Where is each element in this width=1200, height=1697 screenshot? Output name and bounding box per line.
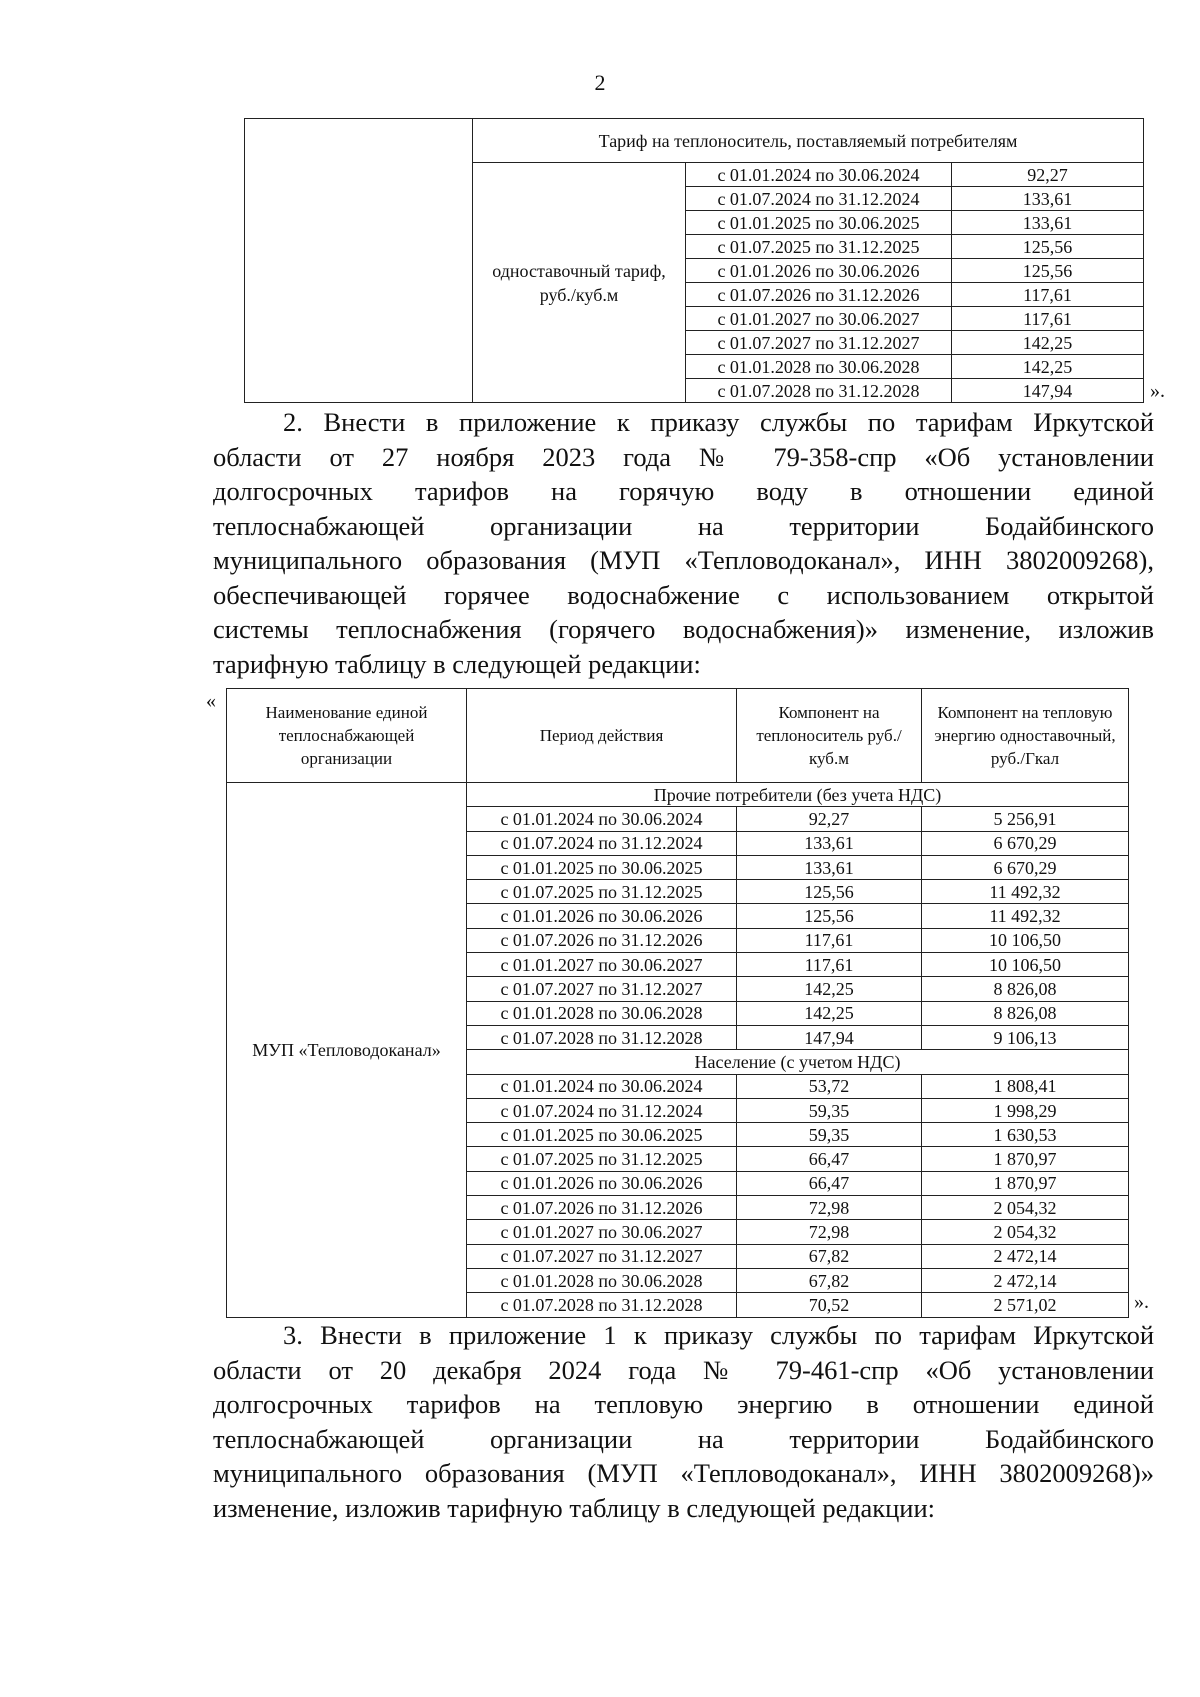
group-title: Население (с учетом НДС) xyxy=(467,1050,1129,1074)
paragraph-line: области от 20 декабря 2024 года № 79-461-спр «Об установлении xyxy=(213,1354,1154,1385)
period-cell: с 01.01.2026 по 30.06.2026 xyxy=(467,904,737,928)
header-period: Период действия xyxy=(467,689,737,783)
page-number: 2 xyxy=(594,70,606,95)
carrier-value: 117,61 xyxy=(737,928,922,952)
period-cell: с 01.01.2025 по 30.06.2025 xyxy=(686,211,952,235)
carrier-value: 133,61 xyxy=(737,831,922,855)
tariff-value: 142,25 xyxy=(952,331,1144,355)
paragraph-2 xyxy=(213,405,1154,681)
table1-closing-quote: ». xyxy=(1150,380,1165,402)
paragraph-line: муниципального образования (МУП «Тепловодоканал», ИНН 3802009268), xyxy=(213,545,1154,575)
group-title: Прочие потребители (без учета НДС) xyxy=(467,783,1129,807)
tariff-value: 92,27 xyxy=(952,163,1144,187)
energy-value: 1 630,53 xyxy=(922,1123,1129,1147)
carrier-value: 92,27 xyxy=(737,807,922,831)
carrier-value: 53,72 xyxy=(737,1074,922,1098)
table1-header: Тариф на теплоноситель, поставляемый потребителям xyxy=(473,119,1144,163)
energy-value: 8 826,08 xyxy=(922,977,1129,1001)
paragraph-line: области от 27 ноября 2023 года № 79-358-спр «Об установлении xyxy=(213,441,1154,472)
paragraph-line: долгосрочных тарифов на тепловую энергию в отношении единой xyxy=(213,1389,1154,1419)
energy-value: 8 826,08 xyxy=(922,1001,1129,1025)
period-cell: с 01.01.2028 по 30.06.2028 xyxy=(686,355,952,379)
energy-value: 1 998,29 xyxy=(922,1098,1129,1122)
energy-value: 9 106,13 xyxy=(922,1025,1129,1049)
paragraph-line: теплоснабжающей организации на территории Бодайбинского xyxy=(213,510,1154,541)
header-energy: Компонент на тепловую энергию одноставочный, руб./Гкал xyxy=(922,689,1129,783)
period-cell: с 01.07.2025 по 31.12.2025 xyxy=(467,1147,737,1171)
period-cell: с 01.07.2028 по 31.12.2028 xyxy=(467,1293,737,1317)
period-cell: с 01.01.2024 по 30.06.2024 xyxy=(686,163,952,187)
period-cell: с 01.07.2027 по 31.12.2027 xyxy=(686,331,952,355)
carrier-value: 70,52 xyxy=(737,1293,922,1317)
period-cell: с 01.07.2027 по 31.12.2027 xyxy=(467,977,737,1001)
energy-value: 6 670,29 xyxy=(922,855,1129,879)
carrier-value: 59,35 xyxy=(737,1123,922,1147)
paragraph-line: системы теплоснабжения (горячего водоснабжения)» изменение, изложив xyxy=(213,614,1154,644)
paragraph-line: муниципального образования (МУП «Тепловодоканал», ИНН 3802009268)» xyxy=(213,1458,1154,1488)
carrier-value: 67,82 xyxy=(737,1268,922,1292)
period-cell: с 01.01.2024 по 30.06.2024 xyxy=(467,1074,737,1098)
period-cell: с 01.01.2027 по 30.06.2027 xyxy=(467,1220,737,1244)
energy-value: 11 492,32 xyxy=(922,880,1129,904)
carrier-value: 147,94 xyxy=(737,1025,922,1049)
carrier-tariff-table xyxy=(244,118,1144,403)
carrier-value: 142,25 xyxy=(737,977,922,1001)
table1-row-label: одноставочный тариф, руб./куб.м xyxy=(473,163,686,403)
carrier-value: 117,61 xyxy=(737,953,922,977)
tariff-value: 125,56 xyxy=(952,259,1144,283)
tariff-value: 133,61 xyxy=(952,187,1144,211)
carrier-value: 66,47 xyxy=(737,1171,922,1195)
period-cell: с 01.07.2025 по 31.12.2025 xyxy=(467,880,737,904)
energy-value: 2 054,32 xyxy=(922,1196,1129,1220)
tariff-value: 133,61 xyxy=(952,211,1144,235)
period-cell: с 01.07.2026 по 31.12.2026 xyxy=(686,283,952,307)
period-cell: с 01.07.2026 по 31.12.2026 xyxy=(467,1196,737,1220)
energy-value: 11 492,32 xyxy=(922,904,1129,928)
carrier-value: 125,56 xyxy=(737,880,922,904)
period-cell: с 01.07.2028 по 31.12.2028 xyxy=(686,379,952,403)
energy-value: 1 870,97 xyxy=(922,1147,1129,1171)
paragraph-line: 2. Внести в приложение к приказу службы по тарифам Иркутской xyxy=(283,407,1154,437)
period-cell: с 01.07.2024 по 31.12.2024 xyxy=(467,1098,737,1122)
tariff-value: 142,25 xyxy=(952,355,1144,379)
period-cell: с 01.01.2025 по 30.06.2025 xyxy=(467,1123,737,1147)
period-cell: с 01.07.2028 по 31.12.2028 xyxy=(467,1025,737,1049)
paragraph-line: долгосрочных тарифов на горячую воду в отношении единой xyxy=(213,476,1154,506)
carrier-value: 67,82 xyxy=(737,1244,922,1268)
period-cell: с 01.07.2026 по 31.12.2026 xyxy=(467,928,737,952)
energy-value: 2 472,14 xyxy=(922,1268,1129,1292)
empty-org-cell xyxy=(245,119,473,403)
period-cell: с 01.07.2024 по 31.12.2024 xyxy=(467,831,737,855)
carrier-value: 133,61 xyxy=(737,855,922,879)
tariff-value: 125,56 xyxy=(952,235,1144,259)
paragraph-line: 3. Внести в приложение 1 к приказу службы по тарифам Иркутской xyxy=(283,1320,1154,1350)
period-cell: с 01.01.2027 по 30.06.2027 xyxy=(467,953,737,977)
header-carrier: Компонент на теплоноситель руб./куб.м xyxy=(737,689,922,783)
energy-value: 1 870,97 xyxy=(922,1171,1129,1195)
period-cell: с 01.01.2024 по 30.06.2024 xyxy=(467,807,737,831)
energy-value: 2 054,32 xyxy=(922,1220,1129,1244)
carrier-value: 66,47 xyxy=(737,1147,922,1171)
table2-closing-quote: ». xyxy=(1134,1291,1149,1313)
period-cell: с 01.07.2027 по 31.12.2027 xyxy=(467,1244,737,1268)
tariff-value: 147,94 xyxy=(952,379,1144,403)
period-cell: с 01.07.2024 по 31.12.2024 xyxy=(686,187,952,211)
carrier-value: 72,98 xyxy=(737,1196,922,1220)
carrier-value: 72,98 xyxy=(737,1220,922,1244)
period-cell: с 01.01.2027 по 30.06.2027 xyxy=(686,307,952,331)
paragraph-line: изменение, изложив тарифную таблицу в следующей редакции: xyxy=(213,1492,936,1523)
tariff-value: 117,61 xyxy=(952,283,1144,307)
carrier-value: 59,35 xyxy=(737,1098,922,1122)
header-org: Наименование единой теплоснабжающей организации xyxy=(227,689,467,783)
energy-value: 10 106,50 xyxy=(922,953,1129,977)
period-cell: с 01.01.2025 по 30.06.2025 xyxy=(467,855,737,879)
paragraph-line: тарифную таблицу в следующей редакции: xyxy=(213,648,701,679)
energy-value: 1 808,41 xyxy=(922,1074,1129,1098)
period-cell: с 01.01.2028 по 30.06.2028 xyxy=(467,1268,737,1292)
paragraph-line: теплоснабжающей организации на территории Бодайбинского xyxy=(213,1423,1154,1454)
energy-value: 2 571,02 xyxy=(922,1293,1129,1317)
period-cell: с 01.01.2026 по 30.06.2026 xyxy=(686,259,952,283)
energy-value: 10 106,50 xyxy=(922,928,1129,952)
energy-value: 5 256,91 xyxy=(922,807,1129,831)
hot-water-tariff-table xyxy=(226,688,1129,1318)
table2-opening-quote: « xyxy=(206,690,216,712)
energy-value: 6 670,29 xyxy=(922,831,1129,855)
paragraph-line: обеспечивающей горячее водоснабжение с использованием открытой xyxy=(213,579,1154,610)
period-cell: с 01.01.2026 по 30.06.2026 xyxy=(467,1171,737,1195)
tariff-value: 117,61 xyxy=(952,307,1144,331)
carrier-value: 125,56 xyxy=(737,904,922,928)
carrier-value: 142,25 xyxy=(737,1001,922,1025)
period-cell: с 01.01.2028 по 30.06.2028 xyxy=(467,1001,737,1025)
energy-value: 2 472,14 xyxy=(922,1244,1129,1268)
organization-cell: МУП «Тепловодоканал» xyxy=(227,783,467,1318)
period-cell: с 01.07.2025 по 31.12.2025 xyxy=(686,235,952,259)
paragraph-3 xyxy=(213,1318,1154,1525)
